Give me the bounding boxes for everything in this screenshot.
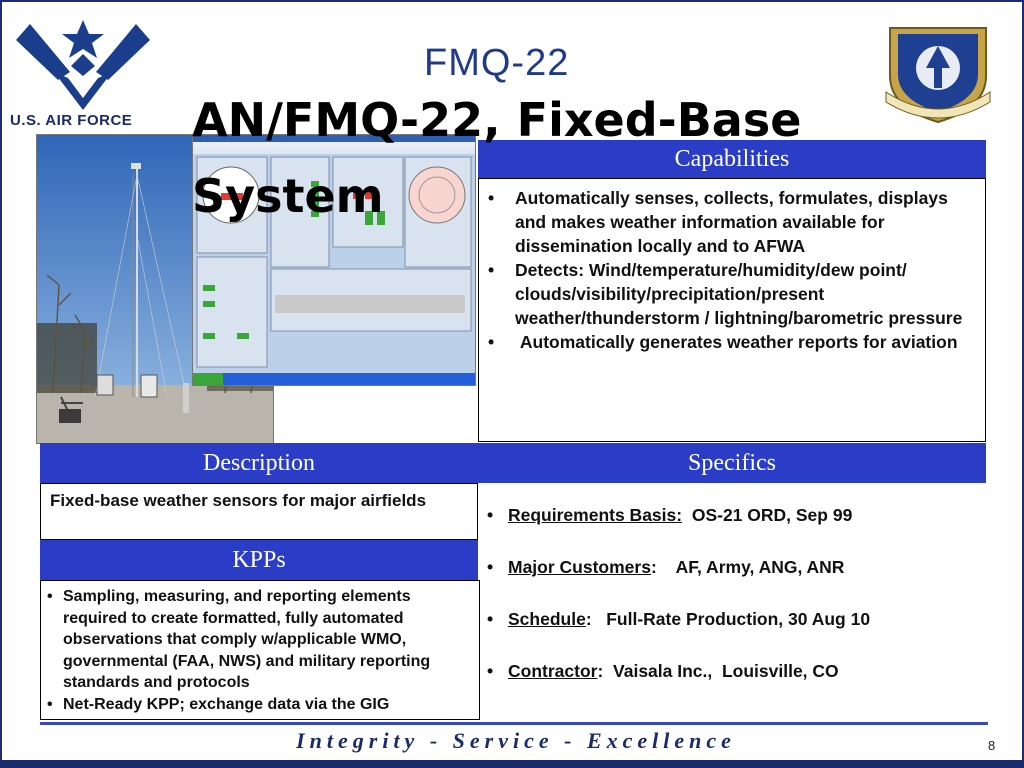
specific-separator: : bbox=[650, 557, 657, 577]
specific-separator: : bbox=[597, 661, 604, 681]
specific-item: • Schedule: Full-Rate Production, 30 Aug 10 bbox=[487, 609, 871, 629]
specific-item: • Major Customers: AF, Army, ANG, ANR bbox=[487, 557, 845, 577]
page-number: 8 bbox=[988, 738, 996, 753]
capability-item: • Automatically senses, collects, formulates, displays and makes weather information available for dissemination locally and to AFWA bbox=[488, 188, 948, 256]
capability-item: • Automatically generates weather reports for aviation bbox=[488, 332, 958, 352]
kpps-heading bbox=[40, 540, 478, 580]
specific-item: • Contractor: Vaisala Inc., Louisville, CO bbox=[487, 661, 839, 681]
kpp-text: Sampling, measuring, and reporting elements required to create formatted, fully automated observations that comply w/applicable WMO, governmental (FAA, NWS) and military reporting standards and protocols bbox=[63, 588, 431, 691]
program-title: FMQ-22 bbox=[424, 42, 570, 84]
slide-border-top bbox=[0, 0, 1024, 2]
slide-title: AN/FMQ-22, Fixed-Base System bbox=[192, 93, 802, 223]
kpps-heading-text: KPPs bbox=[232, 546, 286, 573]
kpps-list bbox=[47, 586, 479, 715]
description-heading bbox=[40, 443, 478, 483]
specific-separator: : bbox=[585, 609, 592, 629]
footer-motto-text: Integrity - Service - Excellence bbox=[296, 728, 736, 753]
kpp-item: • Sampling, measuring, and reporting elements required to create formatted, fully automated observations that comply w/applicable WMO, governmental (FAA, NWS) and military reporting standards and protocols bbox=[47, 588, 431, 691]
specifics-heading-text: Specifics bbox=[688, 449, 776, 476]
electronic-systems-center-seal-icon bbox=[878, 22, 998, 126]
capability-item: • Detects: Wind/temperature/humidity/dew point/ clouds/visibility/precipitation/present weather/thunderstorm / lightning/barometric pressure bbox=[488, 260, 963, 328]
footer-divider bbox=[40, 722, 988, 725]
specific-value: AF, Army, ANG, ANR bbox=[675, 557, 845, 577]
description-heading-text: Description bbox=[203, 449, 315, 476]
specific-value: OS-21 ORD, Sep 99 bbox=[691, 505, 853, 525]
specific-label: Requirements Basis: bbox=[508, 505, 683, 525]
specific-item: • Requirements Basis: OS-21 ORD, Sep 99 bbox=[487, 505, 853, 525]
specific-label: Major Customers bbox=[508, 557, 651, 577]
capabilities-heading-text: Capabilities bbox=[674, 145, 790, 172]
description-text: Fixed-base weather sensors for major airfields bbox=[50, 491, 427, 510]
capability-text: Detects: Wind/temperature/humidity/dew point/ clouds/visibility/precipitation/present weather/thunderstorm / lightning/barometric pressure bbox=[515, 260, 963, 328]
footer-motto bbox=[0, 728, 1024, 754]
specific-label: Schedule bbox=[508, 609, 586, 629]
capability-text: Automatically senses, collects, formulates, displays and makes weather information available for dissemination locally and to AFWA bbox=[515, 188, 948, 256]
footer-bar bbox=[0, 760, 1024, 768]
specific-value: Vaisala Inc., Louisville, CO bbox=[613, 661, 839, 681]
kpp-text: Net-Ready KPP; exchange data via the GIG bbox=[63, 695, 390, 713]
specifics-list bbox=[487, 503, 987, 711]
slide-border-left bbox=[0, 0, 2, 768]
air-force-wordmark: U.S. AIR FORCE bbox=[10, 112, 133, 129]
kpp-item: • Net-Ready KPP; exchange data via the GIG bbox=[47, 695, 390, 713]
specific-label: Contractor bbox=[508, 661, 598, 681]
capability-text: Automatically generates weather reports for aviation bbox=[515, 332, 958, 352]
specifics-heading bbox=[478, 443, 986, 483]
specific-value: Full-Rate Production, 30 Aug 10 bbox=[606, 609, 871, 629]
